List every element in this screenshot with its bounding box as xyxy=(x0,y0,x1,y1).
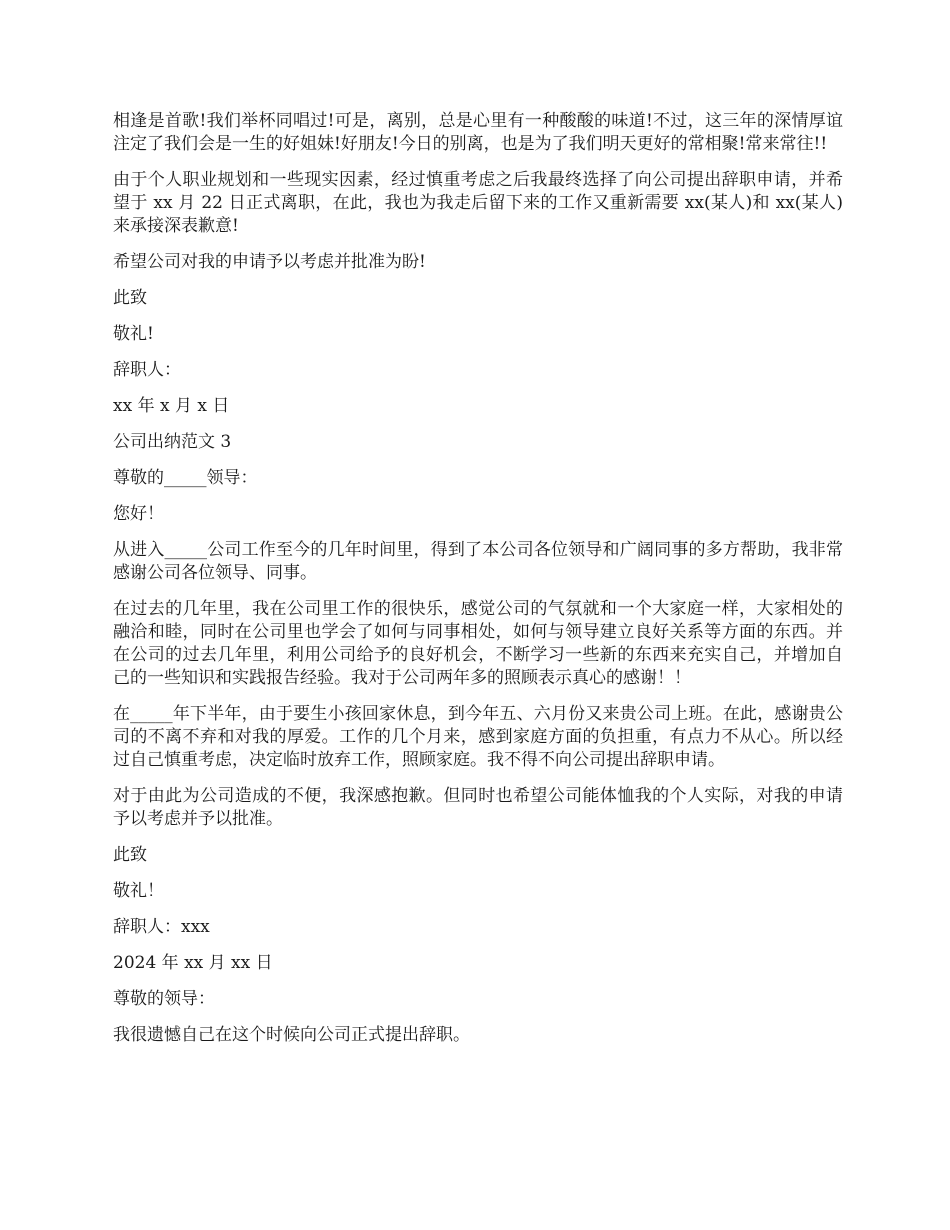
section-title: 公司出纳范文 3 xyxy=(113,432,232,452)
paragraph-thanks: 从进入_____公司工作至今的几年时间里，得到了本公司各位领导和广阔同事的多方帮助，我非常感谢公司各位领导、同事。 xyxy=(113,540,843,583)
document-page xyxy=(113,110,843,1060)
paragraph-past-years: 在过去的几年里，我在公司里工作的很快乐，感觉公司的气氛就和一个大家庭一样，大家相处的融洽和睦，同时在公司里也学会了如何与同事相处，如何与领导建立良好关系等方面的东西。并在公司的过去几年里，利用公司给予的良好机会，不断学习一些新的东西来充实自己，并增加自己的一些知识和实践报告经验。我对于公司两年多的照顾表示真心的感谢！！ xyxy=(113,599,843,688)
paragraph-resignation-reason: 由于个人职业规划和一些现实因素，经过慎重考虑之后我最终选择了向公司提出辞职申请，并希望于 xx 月 22 日正式离职，在此，我也为我走后留下来的工作又重新需要 xx(某人)和 xx(某人)来承接深表歉意! xyxy=(113,170,843,236)
closing-respect: 敬礼! xyxy=(113,324,154,344)
paragraph-apology: 对于由此为公司造成的不便，我深感抱歉。但同时也希望公司能体恤我的个人实际，对我的申请予以考虑并予以批准。 xyxy=(113,786,843,829)
greeting-line: 尊敬的_____领导： xyxy=(113,468,258,488)
hello-line: 您好！ xyxy=(113,504,164,524)
date-line: xx 年 x 月 x 日 xyxy=(113,396,230,416)
date-line-2: 2024 年 xx 月 xx 日 xyxy=(113,953,273,973)
signature-line: 辞职人： xyxy=(113,360,181,380)
closing-respect-2: 敬礼！ xyxy=(113,881,164,901)
signature-line-2: 辞职人：xxx xyxy=(113,917,210,937)
paragraph-farewell: 相逢是首歌!我们举杯同唱过!可是，离别，总是心里有一种酸酸的味道!不过，这三年的深情厚谊注定了我们会是一生的好姐妹!好朋友!今日的别离，也是为了我们明天更好的常相聚!常来常往!! xyxy=(113,111,843,154)
paragraph-approval-request: 希望公司对我的申请予以考虑并批准为盼! xyxy=(113,252,426,272)
paragraph-family-reason: 在_____年下半年，由于要生小孩回家休息，到今年五、六月份又来贵公司上班。在此，感谢贵公司的不离不弃和对我的厚爱。工作的几个月来，感到家庭方面的负担重，有点力不从心。所以经过自己慎重考虑，决定临时放弃工作，照顾家庭。我不得不向公司提出辞职申请。 xyxy=(113,704,843,770)
paragraph-regret: 我很遗憾自己在这个时候向公司正式提出辞职。 xyxy=(113,1025,470,1045)
closing-salutation-2: 此致 xyxy=(113,845,147,865)
closing-salutation: 此致 xyxy=(113,288,147,308)
greeting-line-2: 尊敬的领导： xyxy=(113,989,215,1009)
